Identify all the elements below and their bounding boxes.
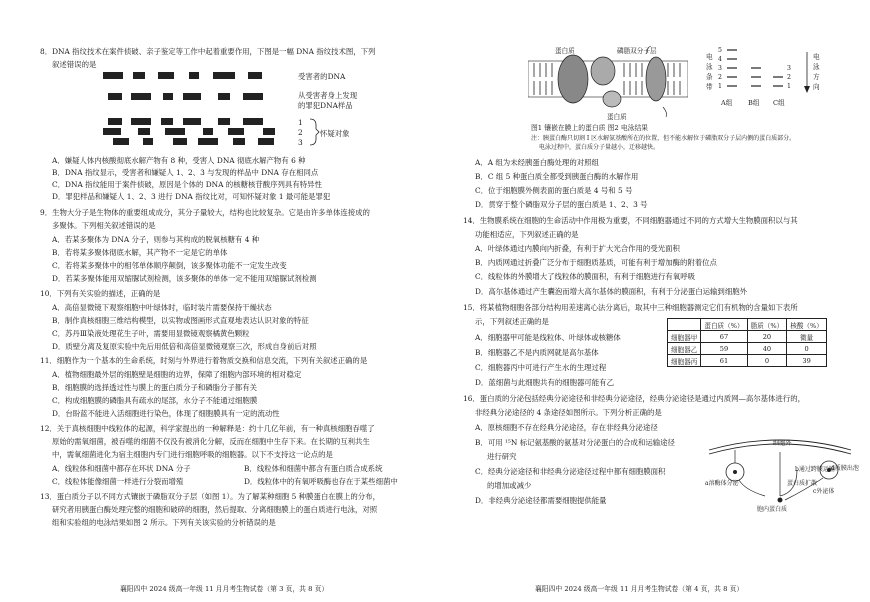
q14-stem-1: 14．生物膜系统在细胞的生命活动中作用极为重要，不同细胞器通过不同的方式增大生物膜面积以与其 bbox=[463, 216, 798, 225]
q14-option-d: D．高尔基体通过产生囊泡而增大高尔基体的膜面积，有利于分泌蛋白运输到细胞外 bbox=[475, 287, 747, 296]
q12-stem-2: 原始的需氧细菌，被吞噬的细菌不仅没有被消化分解，反而在细胞中生存下来。在长期的互利共生 bbox=[52, 437, 370, 446]
q15-option-c: C．细胞器丙中可进行产生水的生理过程 bbox=[475, 363, 607, 372]
fig2-label-group-c: C组 bbox=[773, 99, 785, 107]
fig1-label-protein-bottom: 蛋白质 bbox=[607, 113, 627, 121]
q14-option-b: B．内质网通过折叠广泛分布于细胞质基质，可能有利于增加酶的附着位点 bbox=[475, 258, 717, 267]
q15-option-b: B．细胞器乙不是内质网就是高尔基体 bbox=[475, 348, 599, 357]
q8-option-a: A．嫌疑人体内核酸彻底水解产物有 8 种，受害人 DNA 彻底水解产物有 6 种 bbox=[52, 156, 306, 165]
q16-stem-1: 16．蛋白质的分泌包括经典分泌途径和非经典分泌途径，经典分泌途径是通过内质网—高尔基体进行的， bbox=[463, 394, 805, 403]
footer-page-4: 襄阳四中 2024 级高一年级 11 月月考生物试卷（第 4 页，共 8 页） bbox=[535, 585, 744, 593]
dna-row-suspect-2 bbox=[103, 128, 283, 137]
dna-row-suspect-1 bbox=[103, 118, 283, 127]
figure-note-1: 注：胰蛋白酶只切割 I 区水解氨基酸所在的位置，但不能水解位于磷脂双分子层内侧的蛋白质部分。 bbox=[531, 135, 796, 142]
q8-stem-1: 8．DNA 指纹技术在案件侦破、亲子鉴定等工作中起着重要作用，下图是一幅 DNA 指纹技术图，下列 bbox=[40, 47, 376, 56]
figure-note-2: 电泳过程中，蛋白质分子量越小，迁移越快。 bbox=[539, 144, 660, 151]
label-lysosome-secretion: a溶酶体分泌 bbox=[705, 480, 739, 487]
q13-stem-2: 研究者用胰蛋白酶处理完整的细胞和破碎的细胞，然后提取、分离细胞膜上的蛋白质进行电泳，对照 bbox=[52, 505, 378, 514]
q16-option-c: C．经典分泌途径和非经典分泌途径过程中都有细胞膜面积 bbox=[475, 467, 666, 476]
q13-stem-3: 组和实验组的电泳结果如图 2 所示。下列有关该实验的分析错误的是 bbox=[52, 518, 276, 527]
right-page bbox=[435, 0, 870, 602]
q13-option-b: B．C 组 5 种蛋白质全都受到胰蛋白酶的水解作用 bbox=[475, 172, 639, 181]
q9-option-c: C．若将某多聚体中的相邻单体顺序颠倒，该多聚体功能不一定发生改变 bbox=[52, 261, 287, 270]
label-intracellular-protein: 胞内蛋白质 bbox=[757, 506, 788, 513]
table-row: 细胞器乙 59 40 0 bbox=[668, 343, 827, 355]
dna-row-victim bbox=[103, 72, 283, 81]
fig2-numbers-a: 5 4 3 2 1 bbox=[718, 47, 722, 90]
table-row: 细胞器甲 67 20 微量 bbox=[668, 331, 827, 343]
fig2-axis-right: 电 泳 方 向 bbox=[813, 53, 820, 91]
label-extracellular: 细胞外 bbox=[773, 440, 792, 447]
organelle-table bbox=[667, 318, 827, 367]
q9-stem-1: 9．生物大分子是生物体的重要组成成分，其分子量较大，结构也比较复杂。它是由许多单体连接成的 bbox=[40, 208, 370, 217]
label-sample-1: 从受害者身上发现 bbox=[298, 91, 358, 100]
footer-page-3: 襄阳四中 2024 级高一年级 11 月月考生物试卷（第 3 页，共 8 页） bbox=[120, 585, 329, 593]
q11-option-d: D．台盼蓝不能进入活细胞进行染色，体现了细胞膜具有一定的流动性 bbox=[52, 409, 280, 418]
label-protein-diffusion: 蛋白质扩散 bbox=[787, 480, 818, 487]
q9-option-d: D．若某多聚体能用双缩脲试剂检测，该多聚体的单体一定不能用双缩脲试剂检测 bbox=[52, 274, 317, 283]
fig1-label-protein-top: 蛋白质 bbox=[555, 47, 575, 55]
q14-stem-2: 功能相适应，下列叙述正确的是 bbox=[475, 230, 579, 239]
q11-stem: 11．细胞作为一个基本的生命系统，时刻与外界进行着物质交换和信息交流，下列有关叙述正确的是 bbox=[40, 356, 368, 365]
fig2-label-group-a: A组 bbox=[721, 99, 733, 107]
q9-option-a: A．若某多聚体为 DNA 分子，则参与其构成的脱氧核糖有 4 种 bbox=[52, 235, 260, 244]
q9-option-b: B．若将某多聚体彻底水解，其产物不一定是它的单体 bbox=[52, 248, 228, 257]
arrow-down-icon bbox=[803, 50, 811, 95]
label-victim-dna: 受害者的DNA bbox=[298, 72, 346, 81]
label-exosome: c外泌体 bbox=[813, 488, 835, 495]
label-suspect-1: 1 bbox=[298, 118, 303, 127]
q8-option-d: D．罪犯样品和嫌疑人 1、2、3 进行 DNA 指纹比对，可知怀疑对象 1 最可能是罪犯 bbox=[52, 192, 331, 201]
label-suspect-2: 2 bbox=[298, 128, 303, 137]
table-header-row: 蛋白质（%） 脂质（%） 核酸（%） bbox=[668, 319, 827, 331]
q15-stem-2: 示，下列叙述正确的是 bbox=[475, 317, 549, 326]
q14-option-c: C．线粒体的外膜增大了线粒体的膜面积，有利于细胞进行有氧呼吸 bbox=[475, 272, 695, 281]
q11-option-a: A．植物细胞最外层的细胞壁是细胞的边界，保障了细胞内部环境的相对稳定 bbox=[52, 370, 302, 379]
q8-option-b: B．DNA 指纹显示，受害者和嫌疑人 1、2、3 与发现的样品中 DNA 存在相同点 bbox=[52, 168, 319, 177]
q15-stem-1: 15．将某植物细胞各部分结构用差速离心法分离后，取其中三种细胞器测定它们有机物的含量如下表所 bbox=[463, 303, 798, 312]
label-suspects: 怀疑对象 bbox=[320, 129, 350, 138]
q16-option-c-cont: 的增加或减少 bbox=[487, 481, 532, 490]
suspect-bracket bbox=[308, 117, 320, 147]
q10-option-c: C．苏丹Ⅲ染液处理花生子叶，需要用显微镜观察橘黄色颗粒 bbox=[52, 329, 250, 338]
q16-option-d: D．非经典分泌途径都需要细胞提供能量 bbox=[475, 496, 607, 505]
q16-stem-2: 非经典分泌途径的 4 条途径如图所示。下列分析正确的是 bbox=[475, 408, 662, 417]
q8-option-c: C．DNA 指纹能用于案件侦破，原因是个体的 DNA 的核糖核苷酸序列具有特异性 bbox=[52, 180, 322, 189]
dna-row-suspect-3 bbox=[103, 138, 283, 147]
q11-option-b: B．细胞膜的选择透过性与膜上的蛋白质分子和磷脂分子都有关 bbox=[52, 383, 257, 392]
q12-option-a: A．线粒体和细菌中都存在环状 DNA 分子 bbox=[52, 464, 191, 473]
q13-stem-1: 13．蛋白质分子以不同方式镶嵌于磷脂双分子层（如图 1）。为了解某种细胞 5 种膜蛋白在膜上的分布， bbox=[40, 492, 380, 501]
fig2-label-group-b: B组 bbox=[748, 99, 760, 107]
q12-option-c: C．线粒体能像细菌一样进行分裂而增殖 bbox=[52, 477, 184, 486]
q13-option-c: C．位于细胞膜外侧表面的蛋白质是 4 号和 5 号 bbox=[475, 186, 633, 195]
q15-option-d: D．蓝细菌与此细胞共有的细胞器可能有乙 bbox=[475, 378, 614, 387]
q16-option-b: B．可用 ¹⁵N 标记氨基酸的氨基对分泌蛋白的合成和运输途径 bbox=[475, 438, 675, 447]
table-row: 细胞器丙 61 0 39 bbox=[668, 355, 827, 367]
q16-option-b-cont: 进行研究 bbox=[487, 452, 517, 461]
q12-stem-3: 中，需氧细菌进化为宿主细胞内专门进行细胞呼吸的细胞器。以下不支持这一论点的是 bbox=[52, 450, 333, 459]
dna-row-sample bbox=[103, 93, 283, 102]
label-suspect-3: 3 bbox=[298, 138, 303, 147]
q15-option-a: A．细胞器甲可能是线粒体、叶绿体或核糖体 bbox=[475, 333, 621, 342]
figure-caption: 图1 镶嵌在膜上的蛋白质 图2 电泳结果 bbox=[531, 124, 649, 132]
q9-stem-2: 多聚体。下列相关叙述错误的是 bbox=[52, 221, 156, 230]
q12-option-d: D．线粒体中的有氧呼吸酶也存在于某些细菌中 bbox=[244, 477, 398, 486]
fig2-numbers-c: 3 2 1 bbox=[787, 65, 791, 90]
q12-stem-1: 12．关于真核细胞中线粒体的起源，科学家提出的一种解释是：约十几亿年前，有一种真核细胞吞噬了 bbox=[40, 424, 375, 433]
q13-option-a: A．A 组为未经胰蛋白酶处理的对照组 bbox=[475, 158, 599, 167]
q10-stem: 10．下列有关实验的描述，正确的是 bbox=[40, 289, 161, 298]
q12-option-b: B．线粒体和细菌中都含有蛋白质合成系统 bbox=[244, 464, 383, 473]
q14-option-a: A．叶绿体通过内膜向内折叠，有利于扩大光合作用的受光面积 bbox=[475, 244, 680, 253]
q16-option-a: A．原核细胞不存在经典分泌途径，存在非经典分泌途径 bbox=[475, 423, 658, 432]
fig1-label-bilayer: 磷脂双分子层 bbox=[617, 47, 657, 55]
q8-stem-2: 叙述错误的是 bbox=[52, 60, 97, 69]
q10-option-d: D．质壁分离及复原实验中先后用低倍和高倍显微镜观察三次，形成自身前后对照 bbox=[52, 342, 317, 351]
membrane-diagram-figure1 bbox=[528, 43, 688, 121]
label-membrane-budding: d质膜出泡 bbox=[831, 465, 859, 472]
q13-option-d: D．贯穿于整个磷脂双分子层的蛋白质是 1、2、3 号 bbox=[475, 200, 648, 209]
label-transmembrane: b通过跨膜运输 bbox=[795, 466, 835, 473]
fig2-axis-left: 电 泳 条 带 bbox=[706, 53, 713, 91]
q10-option-a: A．高倍显微镜下观察细胞中叶绿体时，临时装片需要保持干燥状态 bbox=[52, 303, 272, 312]
label-sample-2: 的罪犯DNA样品 bbox=[298, 101, 353, 110]
q11-option-c: C．构成细胞膜的磷脂具有疏水的尾部，水分子不能通过细胞膜 bbox=[52, 396, 258, 405]
q10-option-b: B．制作真核细胞三维结构模型，以实物或图画形式直观地表达认识对象的特征 bbox=[52, 316, 309, 325]
